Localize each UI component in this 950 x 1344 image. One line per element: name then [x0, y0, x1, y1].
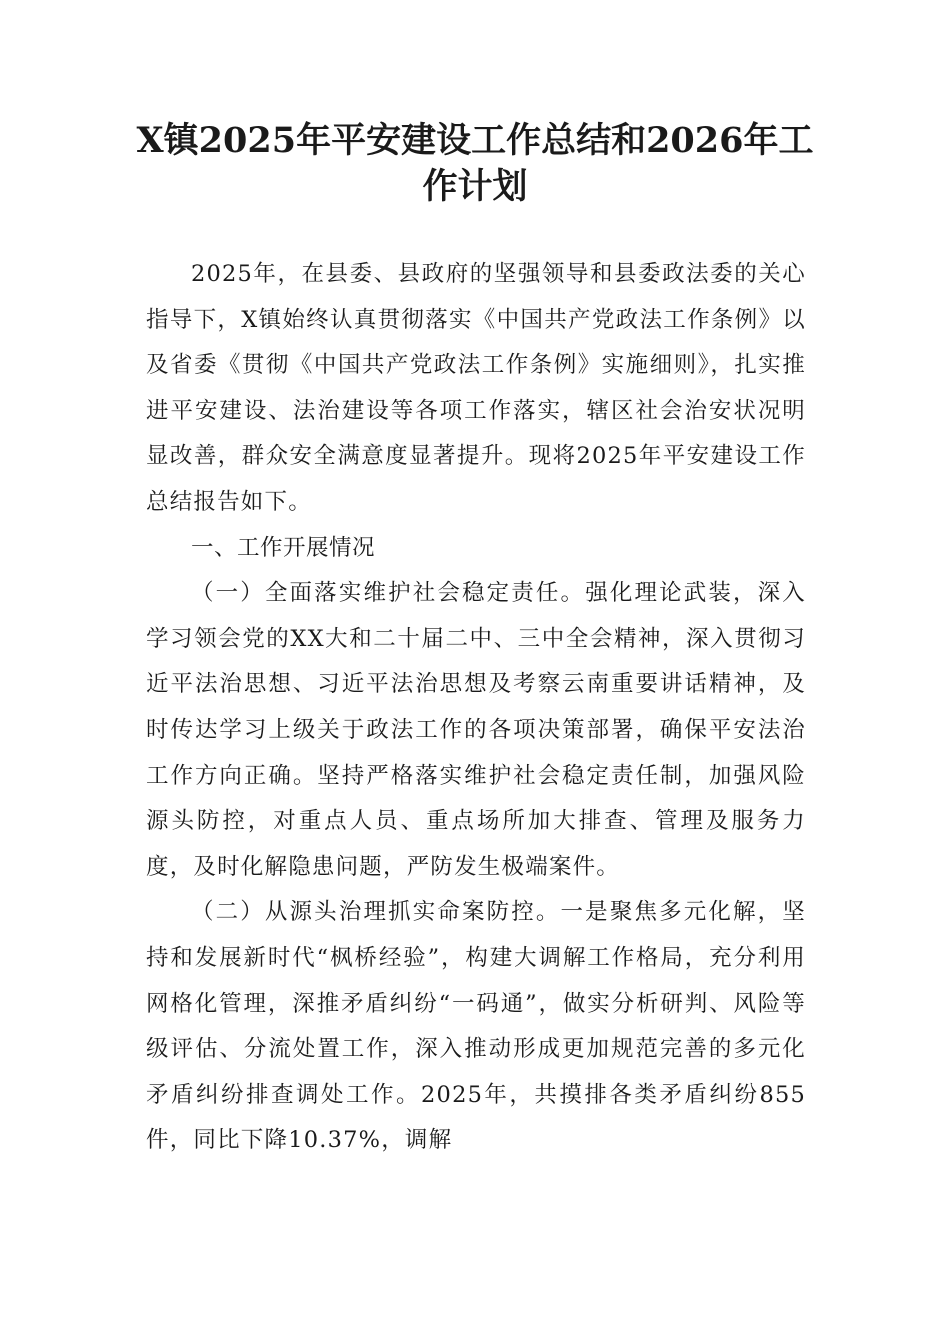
item-1-heading: （一）全面落实维护社会稳定责任。	[191, 580, 586, 607]
document-title: X镇2025年平安建设工作总结和2026年工作计划	[136, 120, 814, 207]
section-heading: 一、工作开展情况	[191, 534, 376, 561]
item-1-text: 强化理论武装，深入学习领会党的XX大和二十届二中、三中全会精神，深入贯彻习近平法治思想、习近平法治思想及考察云南重要讲话精神，及时传达学习上级关于政法工作的各项决策部署，确保平安法治工作方向正确。坚持严格落实维护社会稳定责任制，加强风险源头防控，对重点人员、重点场所加大排查、管理及服务力度，及时化解隐患问题，严防发生极端案件。	[146, 580, 806, 880]
intro-paragraph: 2025年，在县委、县政府的坚强领导和县委政法委的关心指导下，X镇始终认真贯彻落实《中国共产党政法工作条例》以及省委《贯彻《中国共产党政法工作条例》实施细则》，扎实推进平安建设、法治建设等各项工作落实，辖区社会治安状况明显改善，群众安全满意度显著提升。现将2025年平安建设工作总结报告如下。	[146, 261, 806, 515]
item-1-paragraph	[146, 571, 806, 890]
item-2-text: 一是聚焦多元化解，坚持和发展新时代“枫桥经验”，构建大调解工作格局，充分利用网格化管理，深推矛盾纠纷“一码通”，做实分析研判、风险等级评估、分流处置工作，深入推动形成更加规范完善的多元化矛盾纠纷排查调处工作。2025年，共摸排各类矛盾纠纷855件，同比下降10.37%，调解	[146, 899, 806, 1154]
document-body	[146, 252, 806, 1164]
item-2-paragraph	[146, 890, 806, 1164]
item-2-heading: （二）从源头治理抓实命案防控。	[191, 899, 561, 926]
